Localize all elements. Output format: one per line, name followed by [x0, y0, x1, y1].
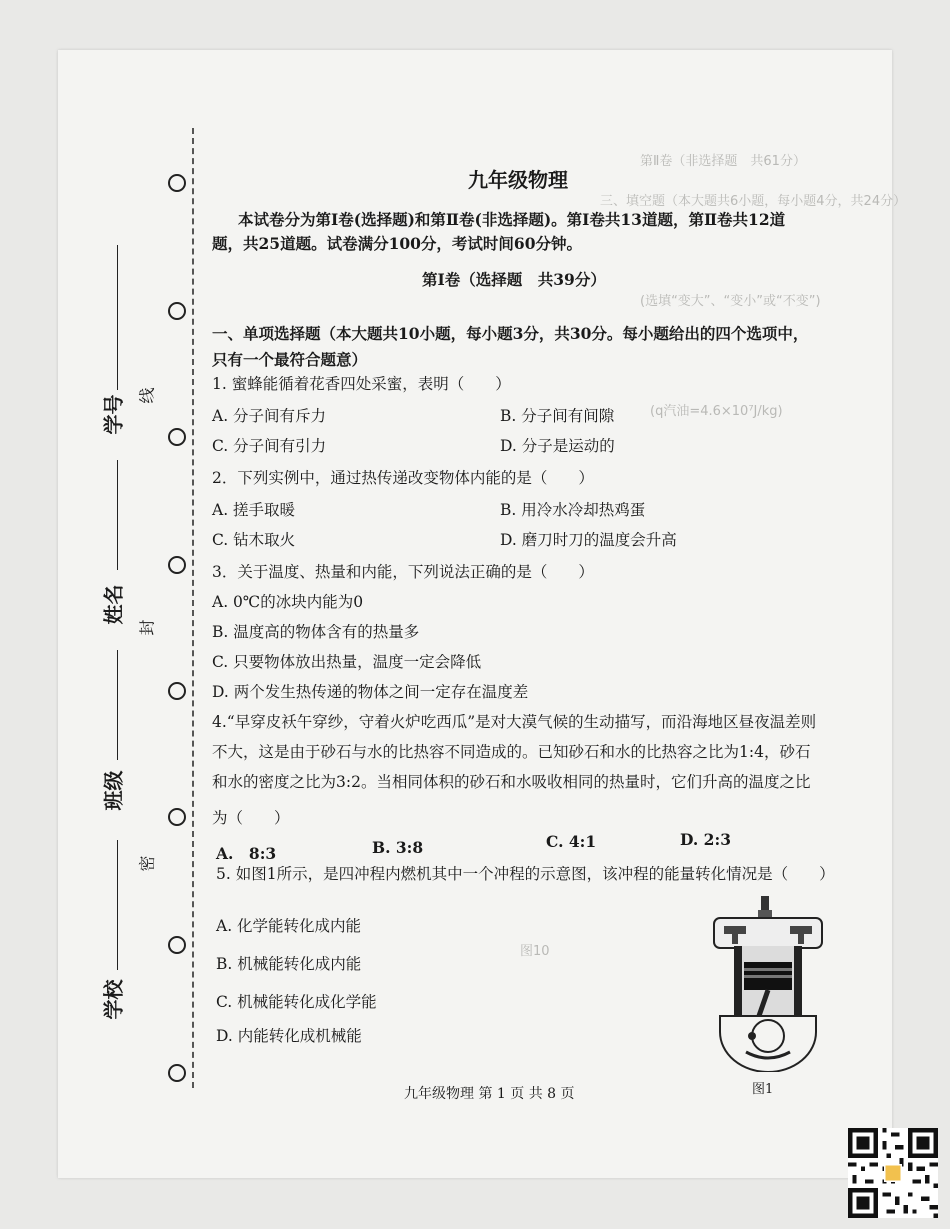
class-field[interactable]: [117, 650, 118, 760]
bleed-text: 三、填空题（本大题共6小题，每小题4分，共24分）: [600, 194, 907, 209]
option-b[interactable]: B. 分子间有间隙: [500, 407, 615, 425]
student-number-field[interactable]: [117, 245, 118, 390]
binding-hole: [168, 808, 186, 826]
school-field[interactable]: [117, 840, 118, 970]
option-b[interactable]: B. 机械能转化成内能: [216, 955, 362, 973]
page-title: 九年级物理: [468, 168, 568, 192]
question-stem: 2．下列实例中，通过热传递改变物体内能的是（ ）: [212, 469, 594, 487]
figure-caption: 图1: [752, 1082, 774, 1097]
option-c[interactable]: C. 4:1: [546, 832, 597, 851]
bleed-text: 第Ⅱ卷（非选择题 共61分）: [640, 154, 806, 169]
option-a[interactable]: A. 化学能转化成内能: [216, 917, 362, 935]
binding-hole: [168, 302, 186, 320]
exam-intro-line: 题，共25道题。试卷满分100分，考试时间60分钟。: [212, 234, 582, 253]
seal-mark-xian: 线: [137, 387, 157, 404]
question-stem: 4.“早穿皮袄午穿纱，守着火炉吃西瓜”是对大漠气候的生动描写，而沿海地区昼夜温差则: [212, 713, 817, 731]
binding-dashed-line: [192, 128, 194, 1088]
qr-code[interactable]: [848, 1128, 938, 1218]
option-c[interactable]: C. 钻木取火: [212, 531, 296, 549]
binding-hole: [168, 936, 186, 954]
student-name-label: 姓名: [101, 584, 126, 625]
option-d[interactable]: D. 内能转化成机械能: [216, 1027, 362, 1045]
page-footer: 九年级物理 第 1 页 共 8 页: [404, 1086, 575, 1102]
binding-hole: [168, 428, 186, 446]
binding-hole: [168, 174, 186, 192]
binding-hole: [168, 1064, 186, 1082]
question-stem: 1. 蜜蜂能循着花香四处采蜜，表明（ ）: [212, 375, 511, 393]
option-d[interactable]: D. 2:3: [680, 830, 731, 849]
question-stem: 和水的密度之比为3:2。当相同体积的砂石和水吸收相同的热量时，它们升高的温度之比: [212, 773, 811, 791]
binding-hole: [168, 682, 186, 700]
question-stem: 不大，这是由于砂石与水的比热容不同造成的。已知砂石和水的比热容之比为1:4，砂石: [212, 743, 811, 761]
student-number-label: 学号: [101, 394, 126, 435]
school-label: 学校: [101, 979, 126, 1020]
option-c[interactable]: C. 分子间有引力: [212, 437, 327, 455]
bleed-text: (选填“变大”、“变小”或“不变”): [640, 294, 821, 309]
student-name-field[interactable]: [117, 460, 118, 570]
part-heading: 一、单项选择题（本大题共10小题，每小题3分，共30分。每小题给出的四个选项中，: [212, 324, 809, 343]
option-c[interactable]: C. 机械能转化成化学能: [216, 993, 377, 1011]
exam-intro-line: 本试卷分为第Ⅰ卷(选择题)和第Ⅱ卷(非选择题)。第Ⅰ卷共13道题，第Ⅱ卷共12道: [238, 210, 786, 229]
option-a[interactable]: A. 8:3: [216, 844, 277, 863]
option-d[interactable]: D. 磨刀时刀的温度会升高: [500, 531, 677, 549]
question-stem: 5. 如图1所示，是四冲程内燃机其中一个冲程的示意图，该冲程的能量转化情况是（ ）: [216, 865, 835, 883]
option-d[interactable]: D. 分子是运动的: [500, 437, 615, 455]
option-c[interactable]: C. 只要物体放出热量，温度一定会降低: [212, 653, 482, 671]
option-d[interactable]: D. 两个发生热传递的物体之间一定存在温度差: [212, 683, 529, 701]
seal-mark-mi: 密: [137, 855, 157, 872]
option-a[interactable]: A. 0℃的冰块内能为0: [212, 593, 364, 611]
binding-hole: [168, 556, 186, 574]
option-b[interactable]: B. 温度高的物体含有的热量多: [212, 623, 420, 641]
option-b[interactable]: B. 用冷水冷却热鸡蛋: [500, 501, 646, 519]
section-title: 第Ⅰ卷（选择题 共39分）: [422, 270, 606, 289]
bleed-text: 图10: [520, 944, 550, 959]
engine-diagram: [706, 896, 830, 1072]
option-a[interactable]: A. 搓手取暖: [212, 501, 296, 519]
question-stem: 3．关于温度、热量和内能，下列说法正确的是（ ）: [212, 563, 594, 581]
question-stem: 为（ ）: [212, 809, 290, 827]
option-b[interactable]: B. 3:8: [372, 838, 424, 857]
option-a[interactable]: A. 分子间有斥力: [212, 407, 327, 425]
bleed-text: (q汽油=4.6×10⁷J/kg): [650, 404, 783, 419]
class-label: 班级: [101, 770, 126, 811]
seal-mark-feng: 封: [137, 619, 157, 636]
part-heading: 只有一个最符合题意）: [212, 350, 368, 369]
